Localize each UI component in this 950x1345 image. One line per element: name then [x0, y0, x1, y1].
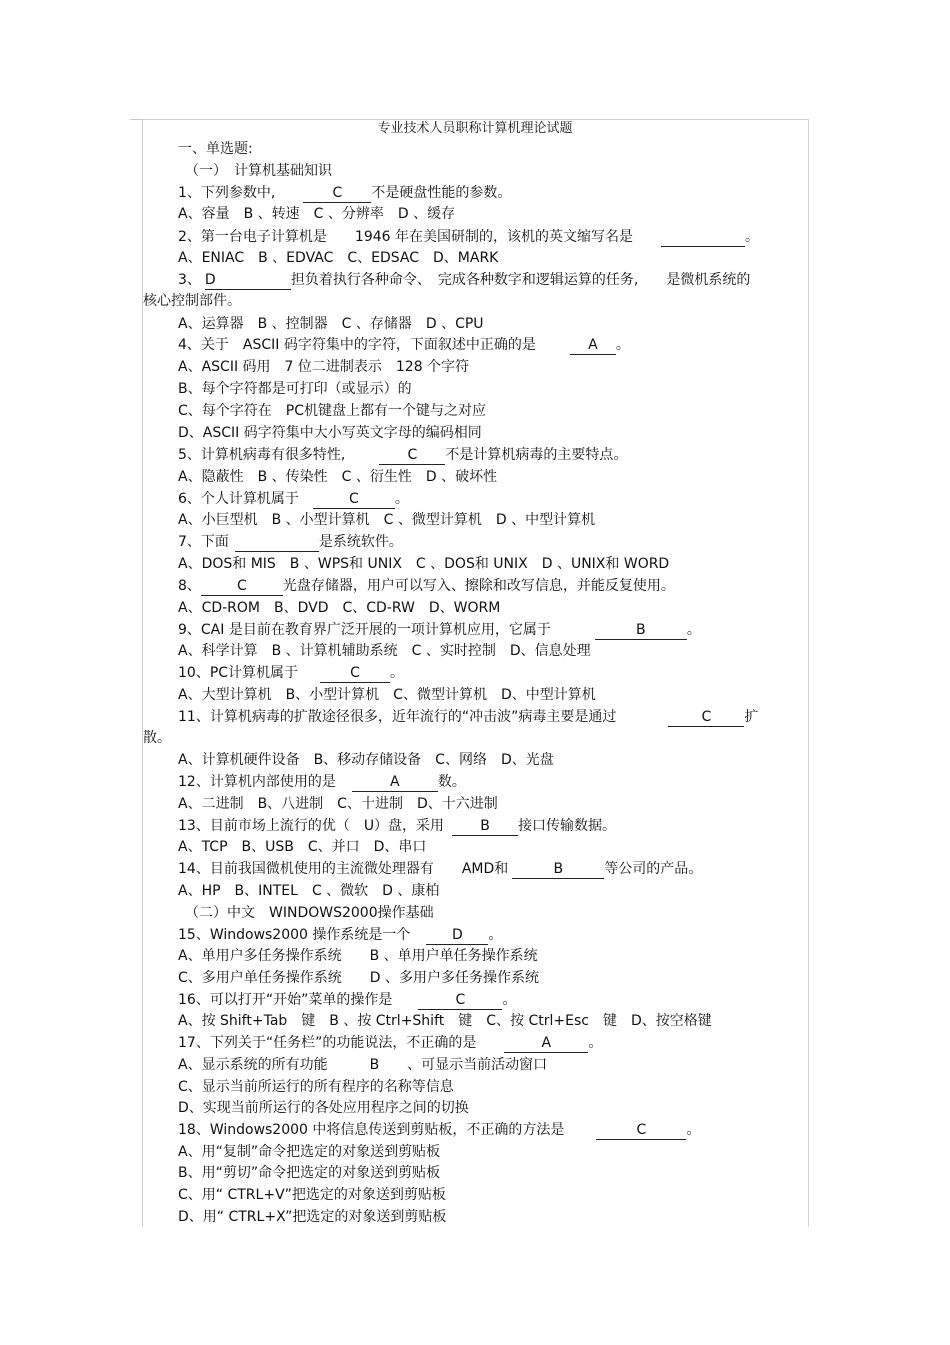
question-text: 。 — [394, 491, 409, 507]
question-text: 15、Windows2000 操作系统是一个 — [178, 927, 411, 943]
question-6 — [178, 489, 409, 509]
answer-blank: C — [596, 1122, 686, 1140]
question-text: 扩 — [744, 709, 759, 725]
question-text: 2、第一台电子计算机是 1946 年在美国研制的，该机的英文缩写名是 — [178, 229, 633, 245]
question-text: 是系统软件。 — [318, 534, 403, 550]
question-text: 3、 — [178, 272, 201, 288]
options: A、计算机硬件设备 B、移动存储设备 C、网络 D、光盘 — [178, 752, 554, 768]
option-d: D、ASCII 码字符集中大小写英文字母的编码相同 — [178, 425, 482, 441]
question-8 — [178, 576, 675, 596]
options: A、ENIAC B 、EDVAC C、EDSAC D、MARK — [178, 250, 499, 266]
answer-blank: C — [313, 491, 395, 509]
options: A、大型计算机 B、小型计算机 C、微型计算机 D、中型计算机 — [178, 687, 596, 703]
question-16 — [178, 990, 516, 1010]
question-13 — [178, 816, 616, 836]
answer-blank: A — [570, 337, 616, 355]
answer-blank: C — [303, 185, 371, 203]
question-text: 。 — [686, 622, 701, 638]
question-text: 不是硬盘性能的参数。 — [371, 185, 512, 201]
answer-blank: C — [418, 992, 502, 1010]
answer-blank: D — [205, 272, 291, 290]
question-12 — [178, 772, 466, 792]
option-d: D、实现当前所运行的各处应用程序之间的切换 — [178, 1100, 469, 1116]
question-text: 。 — [615, 337, 630, 353]
answer-blank: C — [379, 447, 445, 465]
option-a-b: A、单用户多任务操作系统 B 、单用户单任务操作系统 — [178, 948, 538, 964]
question-text: 。 — [588, 1035, 603, 1051]
question-11 — [178, 707, 758, 727]
question-text: 13、目前市场上流行的优（ U）盘，采用 — [178, 818, 445, 834]
answer-blank — [661, 229, 745, 247]
question-9 — [178, 620, 701, 640]
question-4 — [178, 335, 630, 355]
question-text: 8、 — [178, 578, 201, 594]
question-text: 。 — [686, 1122, 701, 1138]
question-text: 5、计算机病毒有很多特性, — [178, 447, 346, 463]
question-text: 7、下面 — [178, 534, 229, 550]
answer-blank: B — [595, 622, 687, 640]
answer-blank: A — [504, 1035, 588, 1053]
question-text: 12、计算机内部使用的是 — [178, 774, 336, 790]
question-1 — [178, 183, 511, 203]
question-text: 。 — [502, 992, 517, 1008]
question-text: 14、目前我国微机使用的主流微处理器有 AMD和 — [178, 861, 509, 877]
options: A、二进制 B、八进制 C、十进制 D、十六进制 — [178, 796, 498, 812]
question-text: 1、下列参数中, — [178, 185, 276, 201]
option-a-b: A、显示系统的所有功能 B 、可显示当前活动窗口 — [178, 1057, 548, 1073]
option-b: B、用“剪切”命令把选定的对象送到剪贴板 — [178, 1165, 441, 1181]
options: A、CD-ROM B、DVD C、CD-RW D、WORM — [178, 600, 501, 616]
exam-title: 专业技术人员职称计算机理论试题 — [377, 121, 573, 136]
answer-blank: A — [352, 774, 438, 792]
question-text: 担负着执行各种命令、 完成各种数字和逻辑运算的任务, 是微机系统的 — [290, 272, 751, 288]
question-18 — [178, 1120, 700, 1140]
options: A、DOS和 MIS B 、WPS和 UNIX C 、DOS和 UNIX D 、UNIX和 WORD — [178, 556, 670, 572]
question-15 — [178, 925, 502, 945]
question-text: 9、CAI 是目前在教育界广泛开展的一项计算机应用，它属于 — [178, 622, 551, 638]
question-text: 不是计算机病毒的主要特点。 — [445, 447, 628, 463]
question-text: 数。 — [437, 774, 466, 790]
question-2 — [178, 227, 759, 247]
question-text: 等公司的产品。 — [604, 861, 703, 877]
question-continuation: 核心控制部件。 — [143, 293, 241, 309]
question-17 — [178, 1033, 602, 1053]
question-text: 11、计算机病毒的扩散途径很多，近年流行的“冲击波”病毒主要是通过 — [178, 709, 617, 725]
question-text: 16、可以打开“开始”菜单的操作是 — [178, 992, 393, 1008]
option-c: C、每个字符在 PC机键盘上都有一个键与之对应 — [178, 403, 486, 419]
subsection-heading: （二）中文 WINDOWS2000操作基础 — [185, 905, 434, 921]
question-continuation: 散。 — [143, 730, 171, 746]
question-7 — [178, 532, 403, 552]
section-heading: 一、单选题: — [178, 141, 253, 157]
options: A、按 Shift+Tab 键 B 、按 Ctrl+Shift 键 C、按 Ctrl+Esc 键 D、按空格键 — [178, 1013, 712, 1029]
question-text: 4、关于 ASCII 码字符集中的字符，下面叙述中正确的是 — [178, 337, 536, 353]
question-text: 。 — [390, 665, 405, 681]
options: A、HP B、INTEL C 、微软 D 、康柏 — [178, 883, 440, 899]
question-text: 10、PC计算机属于 — [178, 665, 299, 681]
question-10 — [178, 663, 404, 683]
options: A、小巨型机 B 、小型计算机 C 、微型计算机 D 、中型计算机 — [178, 512, 596, 528]
question-text: 18、Windows2000 中将信息传送到剪贴板，不正确的方法是 — [178, 1122, 565, 1138]
option-c-d: C、多用户单任务操作系统 D 、多用户多任务操作系统 — [178, 970, 540, 986]
options: A、隐蔽性 B 、传染性 C 、衍生性 D 、破坏性 — [178, 469, 498, 485]
question-text: 接口传输数据。 — [518, 818, 617, 834]
question-text: 。 — [488, 927, 503, 943]
answer-blank: D — [426, 927, 488, 945]
question-text: 光盘存储器，用户可以写入、擦除和改写信息，并能反复使用。 — [282, 578, 675, 594]
option-a: A、ASCII 码用 7 位二进制表示 128 个字符 — [178, 359, 470, 375]
question-3 — [178, 270, 750, 290]
option-c: C、用“ CTRL+V”把选定的对象送到剪贴板 — [178, 1187, 446, 1203]
option-d: D、用“ CTRL+X”把选定的对象送到剪贴板 — [178, 1209, 447, 1225]
question-text: 17、下列关于“任务栏”的功能说法，不正确的是 — [178, 1035, 477, 1051]
question-14 — [178, 859, 702, 879]
options: A、容量 B 、转速 C 、分辨率 D 、缓存 — [178, 206, 456, 222]
answer-blank: C — [320, 665, 390, 683]
question-5 — [178, 445, 627, 465]
answer-blank: B — [512, 861, 604, 879]
answer-blank — [235, 534, 319, 552]
subsection-heading: （一） 计算机基础知识 — [185, 163, 332, 179]
answer-blank: B — [452, 818, 518, 836]
options: A、科学计算 B 、计算机辅助系统 C 、实时控制 D、信息处理 — [178, 643, 591, 659]
answer-blank: C — [201, 578, 283, 596]
question-text: 6、个人计算机属于 — [178, 491, 299, 507]
options: A、运算器 B 、控制器 C 、存储器 D 、CPU — [178, 316, 484, 332]
option-b: B、每个字符都是可打印（或显示）的 — [178, 381, 412, 397]
option-a: A、用“复制”命令把选定的对象送到剪贴板 — [178, 1144, 441, 1160]
question-text: 。 — [745, 229, 759, 245]
option-c: C、显示当前所运行的所有程序的名称等信息 — [178, 1079, 454, 1095]
answer-blank: C — [668, 709, 744, 727]
options: A、TCP B、USB C、并口 D、串口 — [178, 839, 427, 855]
